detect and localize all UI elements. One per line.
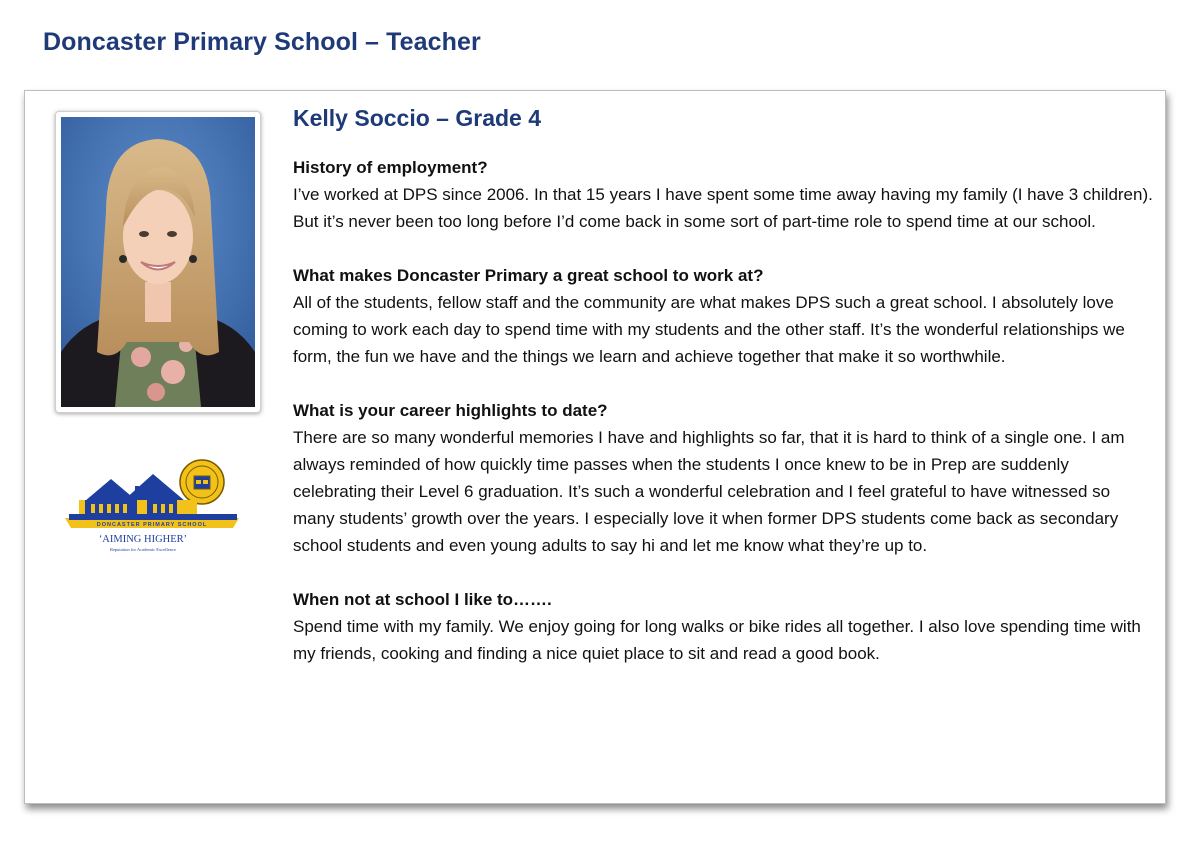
teacher-photo xyxy=(55,111,261,413)
question: When not at school I like to……. xyxy=(293,590,552,609)
logo-motto: ‘AIMING HIGHER’ xyxy=(98,534,188,545)
teacher-profile-card xyxy=(24,90,1166,804)
answer: I’ve worked at DPS since 2006. In that 15 years I have spent some time away having my family (I have 3 children). But it’s never been too long before I’d come back in some sort of part-time role to spend time at our school. xyxy=(293,185,1153,231)
teacher-portrait-icon xyxy=(61,117,255,407)
answer: There are so many wonderful memories I have and highlights so far, that it is hard to think of a single one. I am always reminded of how quickly time passes when the students I once knew to be in Prep are suddenly celebrating their Level 6 graduation. It’s such a wonderful celebration and I feel grateful to have witnessed so many students’ growth over the years. I especially love it when former DPS students come back as secondary school students and even young adults to say hi and let me know what they’re up to. xyxy=(293,428,1125,555)
question: What makes Doncaster Primary a great school to work at? xyxy=(293,266,764,285)
page-title: Doncaster Primary School – Teacher xyxy=(43,28,481,56)
question: History of employment? xyxy=(293,158,488,177)
logo-banner-text: DONCASTER PRIMARY SCHOOL xyxy=(96,522,208,528)
logo-tagline: Reputation for Academic Excellence xyxy=(109,547,177,552)
teacher-name-heading: Kelly Soccio – Grade 4 xyxy=(293,105,542,131)
school-logo xyxy=(63,456,243,566)
question: What is your career highlights to date? xyxy=(293,401,608,420)
answer: All of the students, fellow staff and the community are what makes DPS such a great school. I absolutely love coming to work each day to spend time with my students and the other staff. It’s the wonderful relationships we form, the fun we have and the things we learn and achieve together that make it so worthwhile. xyxy=(293,293,1125,366)
answer: Spend time with my family. We enjoy going for long walks or bike rides all together. I also love spending time with my friends, cooking and finding a nice quiet place to sit and read a good book. xyxy=(293,617,1141,663)
qa-great-school xyxy=(293,262,1153,370)
qa-employment-history xyxy=(293,154,1153,235)
qa-outside-school xyxy=(293,586,1153,667)
qa-career-highlights xyxy=(293,397,1153,559)
profile-content xyxy=(293,105,1153,694)
